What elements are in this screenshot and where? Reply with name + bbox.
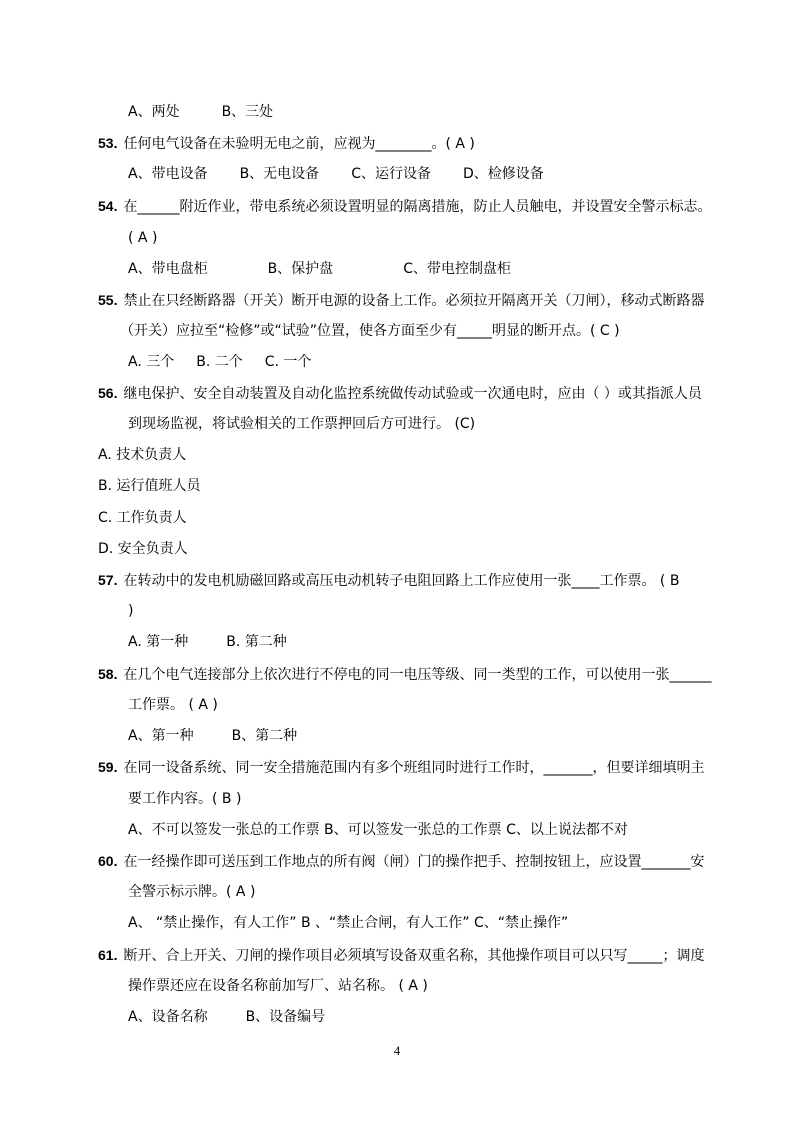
question-60 xyxy=(98,852,704,871)
option-b: B、三处 xyxy=(221,104,274,120)
question-59 xyxy=(98,758,704,777)
question-61 xyxy=(98,946,704,965)
question-text: ) xyxy=(128,603,134,619)
question-text: 到现场监视，将试验相关的工作票押回后方可进行。 (C) xyxy=(128,416,476,432)
option-line-56-c xyxy=(98,509,187,527)
question-text: 操作票还应在设备名称前加写厂、站名称。 ( A ) xyxy=(128,978,428,994)
question-60-continued xyxy=(128,883,255,901)
option-b: B. 二个 xyxy=(196,354,243,370)
options-line-52 xyxy=(128,103,273,121)
option-b: B、第二种 xyxy=(231,728,298,744)
options-line-53 xyxy=(128,165,544,183)
options-line-54 xyxy=(128,260,511,278)
option-c: C. 工作负责人 xyxy=(98,510,187,526)
question-text: 禁止在只经断路器（开关）断开电源的设备上工作。必须拉开隔离开关（刀闸），移动式断路器 xyxy=(123,293,705,309)
question-number: 57. xyxy=(98,572,118,588)
options-line-55 xyxy=(128,353,311,371)
option-b: B. 运行值班人员 xyxy=(98,478,201,494)
question-number: 61. xyxy=(98,947,118,963)
question-55-continued xyxy=(120,322,620,340)
answer-text: ( A ) xyxy=(128,230,158,246)
options-text: A、 “禁止操作，有人工作” B 、“禁止合闸，有人工作” C、“禁止操作” xyxy=(128,915,569,931)
question-54-answer xyxy=(128,229,157,247)
question-text: 要工作内容。( B ) xyxy=(128,791,242,807)
question-text: 在同一设备系统、同一安全措施范围内有多个班组同时进行工作时，_______，但要详细填明主 xyxy=(123,760,705,776)
option-c: C. 一个 xyxy=(264,354,312,370)
option-line-56-b xyxy=(98,477,201,495)
option-b: B. 第二种 xyxy=(226,634,287,650)
question-59-continued xyxy=(128,790,241,808)
options-line-59 xyxy=(128,821,628,839)
question-text: 在一经操作即可送压到工作地点的所有阀（闸）门的操作把手、控制按钮上，应设置_______安 xyxy=(123,854,705,870)
question-text: 全警示标示牌。( A ) xyxy=(128,884,256,900)
option-a: A、两处 xyxy=(128,104,180,120)
option-d: D、检修设备 xyxy=(462,166,544,182)
question-text: 断开、合上开关、刀闸的操作项目必须填写设备双重名称，其他操作项目可以只写_____；调度 xyxy=(123,948,705,964)
option-a: A、带电设备 xyxy=(128,166,208,182)
question-54 xyxy=(98,197,711,216)
option-a: A、第一种 xyxy=(128,728,194,744)
question-58 xyxy=(98,665,711,684)
question-58-continued xyxy=(128,696,218,714)
question-text: 继电保护、安全自动装置及自动化监控系统做传动试验或一次通电时，应由（ ）或其指派人员 xyxy=(123,386,702,402)
question-number: 56. xyxy=(98,385,118,401)
option-c: C、运行设备 xyxy=(351,166,431,182)
question-57-continued xyxy=(128,602,133,620)
option-a: A. 技术负责人 xyxy=(98,447,187,463)
question-53 xyxy=(98,134,475,153)
options-line-61 xyxy=(128,1008,325,1026)
option-b: B、设备编号 xyxy=(245,1009,326,1025)
option-a: A、设备名称 xyxy=(128,1009,208,1025)
option-c: C、带电控制盘柜 xyxy=(403,261,511,277)
option-b: B、无电设备 xyxy=(239,166,320,182)
option-a: A、带电盘柜 xyxy=(128,261,208,277)
option-line-56-a xyxy=(98,446,186,464)
question-number: 60. xyxy=(98,853,118,869)
question-text: （开关）应拉至“检修”或“试验”位置，使各方面至少有_____明显的断开点。( C ) xyxy=(120,323,620,339)
question-61-continued xyxy=(128,977,428,995)
question-56-continued xyxy=(128,415,475,433)
question-56 xyxy=(98,384,702,403)
page-number: 4 xyxy=(393,1043,401,1058)
options-line-60 xyxy=(128,914,568,932)
options-line-57 xyxy=(128,633,287,651)
question-text: 在几个电气连接部分上依次进行不停电的同一电压等级、同一类型的工作，可以使用一张______ xyxy=(123,667,712,683)
question-57 xyxy=(98,571,679,590)
question-number: 53. xyxy=(98,135,118,151)
option-a: A. 三个 xyxy=(128,354,175,370)
question-text: 工作票。 ( A ) xyxy=(128,697,218,713)
question-55 xyxy=(98,291,704,310)
options-text: A、不可以签发一张总的工作票 B、可以签发一张总的工作票 C、以上说法都不对 xyxy=(128,822,628,838)
question-number: 59. xyxy=(98,759,118,775)
options-line-58 xyxy=(128,727,297,745)
question-number: 55. xyxy=(98,292,118,308)
question-text: 在转动中的发电机励磁回路或高压电动机转子电阻回路上工作应使用一张____工作票。 ( B xyxy=(123,573,680,589)
option-line-56-d xyxy=(98,540,188,558)
question-number: 58. xyxy=(98,666,118,682)
option-d: D. 安全负责人 xyxy=(98,541,188,557)
question-number: 54. xyxy=(98,198,118,214)
option-a: A. 第一种 xyxy=(128,634,189,650)
question-text: 任何电气设备在未验明无电之前，应视为________。( A ) xyxy=(123,136,475,152)
option-b: B、保护盘 xyxy=(267,261,334,277)
question-text: 在______附近作业，带电系统必须设置明显的隔离措施，防止人员触电，并设置安全警示标志。 xyxy=(123,199,712,215)
